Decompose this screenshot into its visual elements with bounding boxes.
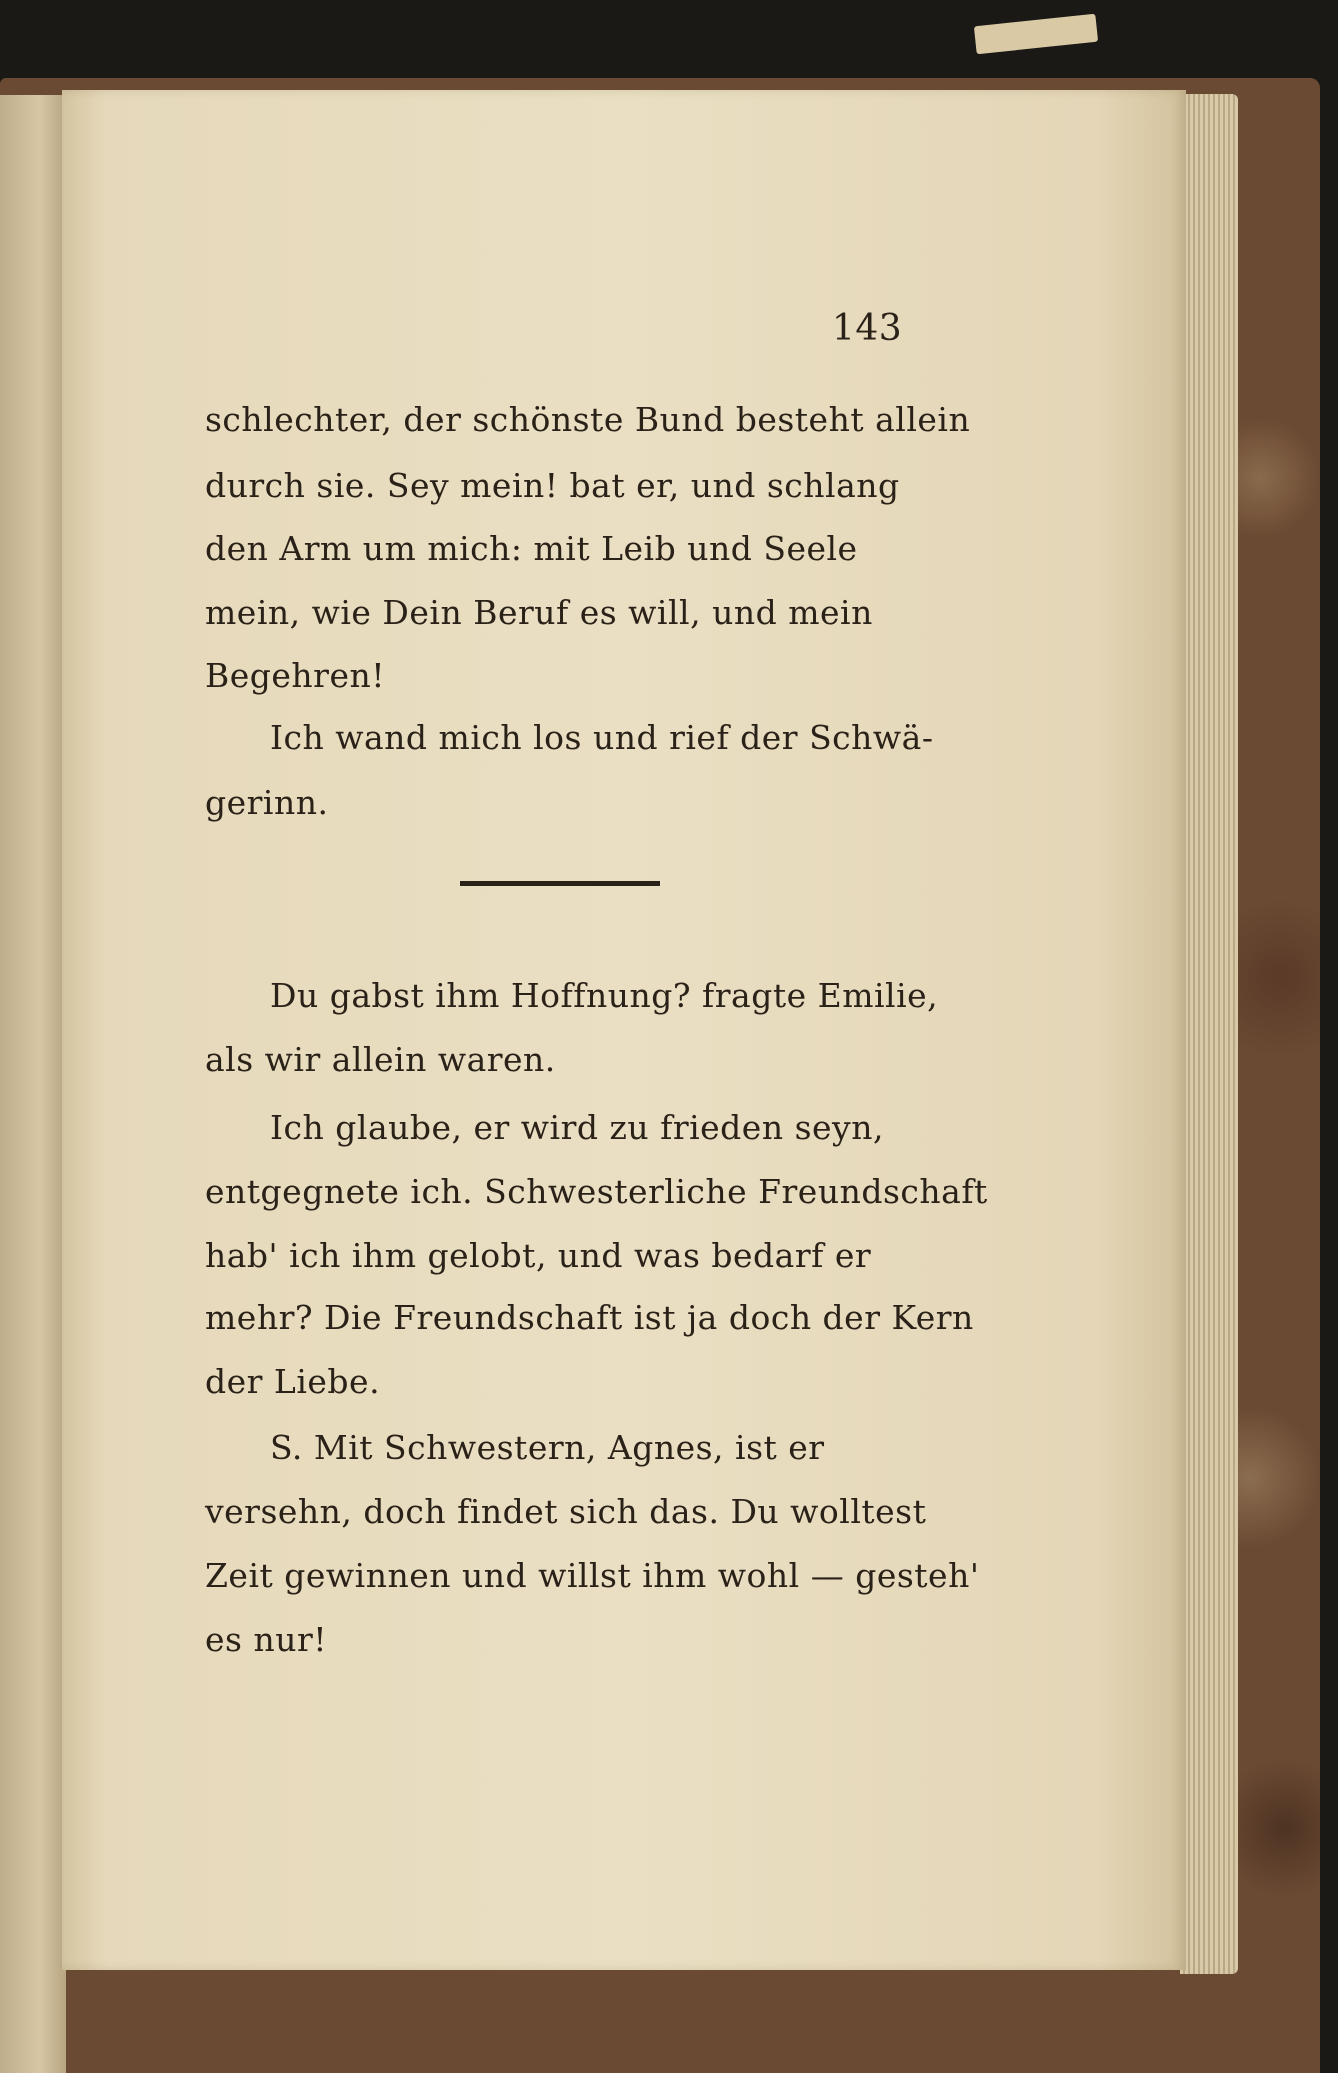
text-line: Ich glaube, er wird zu frieden seyn, (270, 1108, 884, 1147)
book-page (62, 90, 1186, 1970)
text-line: entgegnete ich. Schwesterliche Freundschaft (205, 1172, 988, 1211)
left-page-edge (0, 95, 66, 2073)
text-line: Begehren! (205, 656, 386, 695)
text-line: Ich wand mich los und rief der Schwä- (270, 718, 934, 757)
text-line: mein, wie Dein Beruf es will, und mein (205, 593, 873, 632)
text-line: versehn, doch findet sich das. Du wolltest (205, 1492, 927, 1531)
text-line: den Arm um mich: mit Leib und Seele (205, 529, 858, 568)
text-line: hab' ich ihm gelobt, und was bedarf er (205, 1236, 872, 1275)
text-line: mehr? Die Freundschaft ist ja doch der Kern (205, 1298, 974, 1337)
text-line: der Liebe. (205, 1362, 381, 1401)
text-line: Zeit gewinnen und willst ihm wohl — gesteh' (205, 1556, 980, 1595)
text-line: es nur! (205, 1620, 327, 1659)
text-line: Du gabst ihm Hoffnung? fragte Emilie, (270, 976, 939, 1015)
text-line: schlechter, der schönste Bund besteht allein (205, 400, 971, 439)
page-number: 143 (832, 308, 903, 349)
text-line: gerinn. (205, 783, 329, 822)
text-line: S. Mit Schwestern, Agnes, ist er (270, 1428, 825, 1467)
section-divider (460, 881, 660, 886)
text-line: durch sie. Sey mein! bat er, und schlang (205, 466, 900, 505)
paper-tab (974, 14, 1098, 55)
text-line: als wir allein waren. (205, 1040, 556, 1079)
page-stack-edge (1180, 94, 1238, 1974)
